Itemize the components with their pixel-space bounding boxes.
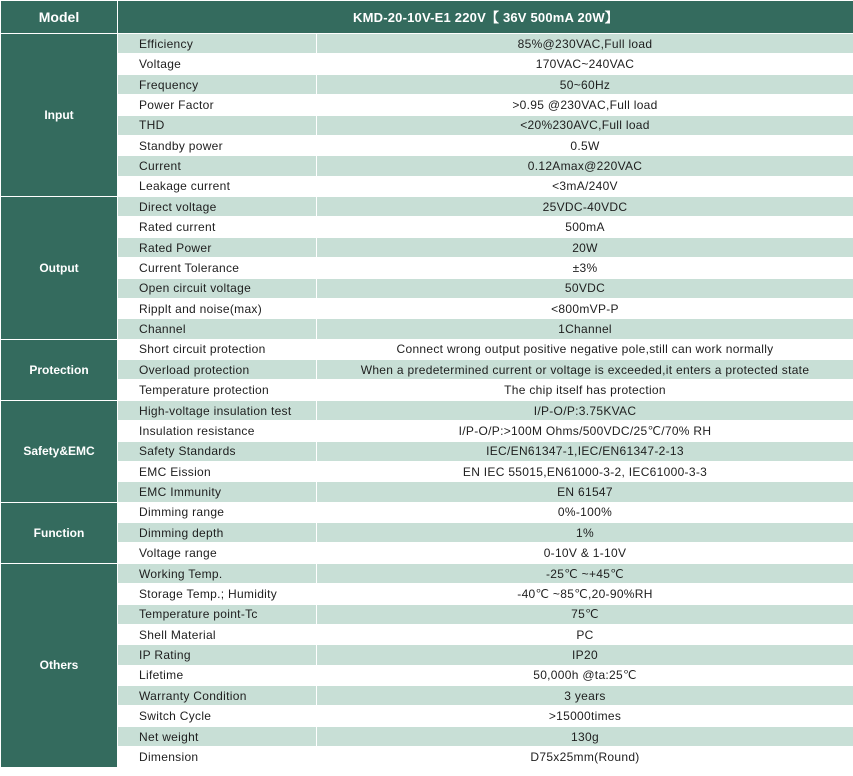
param-value: <3mA/240V [317,176,853,196]
param-name: Efficiency [118,34,317,54]
param-name: Rated Power [118,237,317,257]
spec-table-body [1,1,853,768]
spec-row [1,339,853,359]
spec-row [1,74,853,94]
spec-row [1,278,853,298]
param-name: Open circuit voltage [118,278,317,298]
spec-row [1,400,853,420]
param-value: 0.5W [317,135,853,155]
param-value: 170VAC~240VAC [317,54,853,74]
group-label: Function [1,502,118,563]
param-value: >0.95 @230VAC,Full load [317,95,853,115]
param-value: EN IEC 55015,EN61000-3-2, IEC61000-3-3 [317,461,853,481]
param-value: 500mA [317,217,853,237]
param-value: I/P-O/P:3.75KVAC [317,400,853,420]
param-value: 0-10V & 1-10V [317,543,853,563]
param-name: Power Factor [118,95,317,115]
param-name: Direct voltage [118,197,317,217]
param-name: Temperature point-Tc [118,604,317,624]
spec-row [1,34,853,54]
param-value: PC [317,624,853,644]
spec-row [1,502,853,522]
param-name: Short circuit protection [118,339,317,359]
spec-row [1,258,853,278]
spec-row [1,563,853,583]
param-name: High-voltage insulation test [118,400,317,420]
spec-row [1,461,853,481]
param-value: 130g [317,726,853,746]
param-value: 3 years [317,686,853,706]
param-value: -40℃ ~85℃,20-90%RH [317,584,853,604]
param-value: IEC/EN61347-1,IEC/EN61347-2-13 [317,441,853,461]
spec-row [1,176,853,196]
param-value: 85%@230VAC,Full load [317,34,853,54]
param-value: 50,000h @ta:25℃ [317,665,853,685]
group-label: Input [1,34,118,197]
spec-row [1,421,853,441]
spec-row [1,645,853,665]
param-name: Insulation resistance [118,421,317,441]
spec-row [1,747,853,768]
header-model-value: KMD-20-10V-E1 220V【 36V 500mA 20W】 [118,1,853,34]
param-value: 0%-100% [317,502,853,522]
header-model-label: Model [1,1,118,34]
param-name: Net weight [118,726,317,746]
param-value: 1Channel [317,319,853,339]
spec-row [1,523,853,543]
param-name: Shell Material [118,624,317,644]
param-name: Working Temp. [118,563,317,583]
spec-row [1,624,853,644]
spec-row [1,482,853,502]
param-name: Dimming depth [118,523,317,543]
param-name: Warranty Condition [118,686,317,706]
param-value: EN 61547 [317,482,853,502]
param-name: Current [118,156,317,176]
param-name: Dimming range [118,502,317,522]
spec-row [1,54,853,74]
param-value: 75℃ [317,604,853,624]
spec-row [1,115,853,135]
param-value: 0.12Amax@220VAC [317,156,853,176]
spec-row [1,726,853,746]
param-value: ±3% [317,258,853,278]
spec-row [1,360,853,380]
param-name: Lifetime [118,665,317,685]
spec-row [1,686,853,706]
spec-row [1,156,853,176]
param-value: 50~60Hz [317,74,853,94]
param-name: THD [118,115,317,135]
param-name: Safety Standards [118,441,317,461]
spec-row [1,380,853,400]
param-name: Frequency [118,74,317,94]
spec-row [1,584,853,604]
spec-row [1,319,853,339]
param-name: Switch Cycle [118,706,317,726]
param-value: D75x25mm(Round) [317,747,853,768]
param-name: Voltage range [118,543,317,563]
param-value: 1% [317,523,853,543]
param-value: -25℃ ~+45℃ [317,563,853,583]
param-name: EMC Immunity [118,482,317,502]
param-name: Dimension [118,747,317,768]
spec-row [1,604,853,624]
param-name: Overload protection [118,360,317,380]
param-name: Channel [118,319,317,339]
param-value: 25VDC-40VDC [317,197,853,217]
param-value: 50VDC [317,278,853,298]
spec-row [1,95,853,115]
group-label: Output [1,197,118,340]
param-name: Ripplt and noise(max) [118,298,317,318]
param-name: Leakage current [118,176,317,196]
spec-row [1,543,853,563]
spec-row [1,197,853,217]
param-name: Storage Temp.; Humidity [118,584,317,604]
group-label: Safety&EMC [1,400,118,502]
param-value: When a predetermined current or voltage is exceeded,it enters a protected state [317,360,853,380]
param-value: >15000times [317,706,853,726]
spec-row [1,135,853,155]
spec-row [1,237,853,257]
group-label: Protection [1,339,118,400]
param-value: The chip itself has protection [317,380,853,400]
group-label: Others [1,563,118,767]
param-name: Current Tolerance [118,258,317,278]
param-value: I/P-O/P:>100M Ohms/500VDC/25℃/70% RH [317,421,853,441]
param-value: Connect wrong output positive negative pole,still can work normally [317,339,853,359]
header-row [1,1,853,34]
spec-row [1,441,853,461]
param-name: IP Rating [118,645,317,665]
param-name: Rated current [118,217,317,237]
param-value: IP20 [317,645,853,665]
param-value: <800mVP-P [317,298,853,318]
param-name: Standby power [118,135,317,155]
param-name: EMC Eission [118,461,317,481]
param-value: 20W [317,237,853,257]
spec-row [1,665,853,685]
param-name: Voltage [118,54,317,74]
param-name: Temperature protection [118,380,317,400]
spec-row [1,217,853,237]
param-value: <20%230AVC,Full load [317,115,853,135]
spec-row [1,298,853,318]
spec-row [1,706,853,726]
